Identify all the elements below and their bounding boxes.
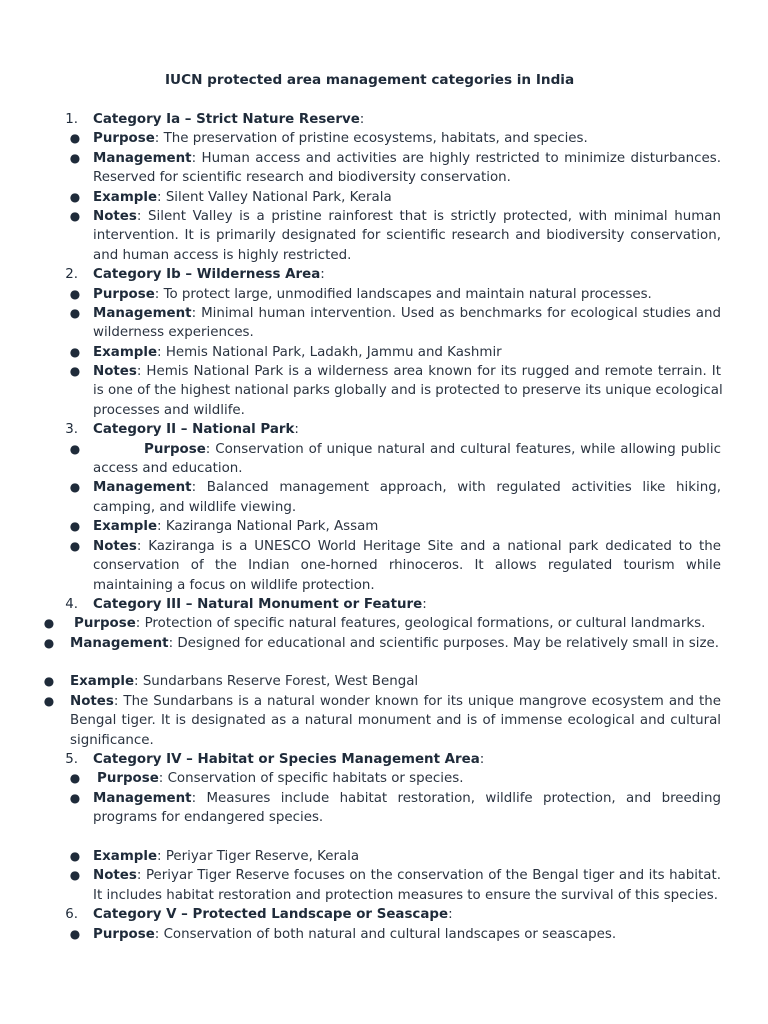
list-number: 1. [65, 112, 78, 127]
example-text: Hemis National Park, Ladakh, Jammu and Kashmir [165, 345, 502, 360]
list-item: Management: Minimal human intervention. Used as benchmarks for ecological studies and [93, 306, 721, 321]
label-example: Example [70, 674, 135, 689]
label-purpose: Purpose [97, 771, 159, 786]
bullet-icon: ● [69, 364, 81, 378]
list-item: Notes: Kaziranga is a UNESCO World Heritage Site and a national park dedicated to the [93, 539, 721, 554]
continuation-line: is one of the highest national parks globally and is protected to preserve its unique ecological [93, 383, 723, 398]
list-item: Purpose: Conservation of specific habitats or species. [97, 771, 464, 786]
bullet-icon: ● [69, 306, 81, 320]
list-item: Management: Human access and activities are highly restricted to minimize disturbances. [93, 151, 721, 166]
list-number: 3. [65, 422, 78, 437]
example-text: Silent Valley National Park, Kerala [165, 190, 392, 205]
continuation-line: maintaining a focus on wildlife protection. [93, 578, 375, 593]
label-example: Example [93, 849, 158, 864]
category-title: Category Ia – Strict Nature Reserve [93, 112, 360, 127]
list-number: 5. [65, 752, 78, 767]
bullet-icon: ● [69, 539, 81, 553]
label-notes: Notes [93, 364, 137, 379]
purpose-text: Conservation of specific habitats or species. [167, 771, 464, 786]
label-purpose: Purpose [93, 131, 155, 146]
category-title: Category II – National Park [93, 422, 295, 437]
label-management: Management [70, 636, 169, 651]
continuation-line: conservation of the Indian one-horned rhinoceros. It allows regulated tourism while [93, 558, 721, 573]
example-text: Periyar Tiger Reserve, Kerala [165, 849, 360, 864]
continuation-line: camping, and wildlife viewing. [93, 500, 297, 515]
purpose-text: Protection of specific natural features, geological formations, or cultural landmarks. [144, 616, 706, 631]
bullet-icon: ● [69, 287, 81, 301]
purpose-text: To protect large, unmodified landscapes and maintain natural processes. [163, 287, 652, 302]
label-purpose: Purpose [144, 442, 206, 457]
list-item: Purpose: The preservation of pristine ecosystems, habitats, and species. [93, 131, 588, 146]
bullet-icon: ● [43, 616, 55, 630]
bullet-icon: ● [69, 151, 81, 165]
list-item: Notes: Periyar Tiger Reserve focuses on the conservation of the Bengal tiger and its habitat. [93, 868, 721, 883]
list-item: Purpose: To protect large, unmodified landscapes and maintain natural processes. [93, 287, 652, 302]
label-purpose: Purpose [93, 287, 155, 302]
bullet-icon: ● [69, 345, 81, 359]
category-heading: Category Ib – Wilderness Area: [93, 267, 325, 282]
notes-text: The Sundarbans is a natural wonder known for its unique mangrove ecosystem and the [123, 694, 721, 709]
management-text: Designed for educational and scientific purposes. May be relatively small in size. [177, 636, 719, 651]
list-item: Notes: The Sundarbans is a natural wonder known for its unique mangrove ecosystem and the [70, 694, 721, 709]
continuation-line: It includes habitat restoration and protection measures to ensure the survival of this species. [93, 888, 718, 903]
category-heading: Category IV – Habitat or Species Management Area: [93, 752, 485, 767]
management-text: Measures include habitat restoration, wildlife protection, and breeding [206, 791, 721, 806]
label-management: Management [93, 791, 192, 806]
notes-text: Periyar Tiger Reserve focuses on the conservation of the Bengal tiger and its habitat. [145, 868, 721, 883]
category-heading: Category II – National Park: [93, 422, 299, 437]
notes-text: Silent Valley is a pristine rainforest that is strictly protected, with minimal human [148, 209, 721, 224]
list-item: Example: Silent Valley National Park, Kerala [93, 190, 392, 205]
label-notes: Notes [93, 209, 137, 224]
list-item: Example: Periyar Tiger Reserve, Kerala [93, 849, 360, 864]
list-number: 2. [65, 267, 78, 282]
management-text: Balanced management approach, with regulated activities like hiking, [206, 480, 721, 495]
label-example: Example [93, 345, 158, 360]
bullet-icon: ● [69, 442, 81, 456]
list-item: Example: Sundarbans Reserve Forest, West Bengal [70, 674, 419, 689]
label-notes: Notes [93, 539, 137, 554]
list-item: Example: Kaziranga National Park, Assam [93, 519, 379, 534]
bullet-icon: ● [69, 480, 81, 494]
bullet-icon: ● [69, 849, 81, 863]
bullet-icon: ● [69, 209, 81, 223]
list-number: 6. [65, 907, 78, 922]
continuation-line: significance. [70, 733, 154, 748]
list-item: Notes: Hemis National Park is a wilderness area known for its rugged and remote terrain. It [93, 364, 721, 379]
label-notes: Notes [93, 868, 137, 883]
label-example: Example [93, 190, 158, 205]
continuation-line: intervention. It is primarily designated for scientific research and biodiversity conservation, [93, 228, 721, 243]
bullet-icon: ● [43, 636, 55, 650]
continuation-line: processes and wildlife. [93, 403, 245, 418]
continuation-line: Reserved for scientific research and biodiversity conservation. [93, 170, 511, 185]
bullet-icon: ● [69, 519, 81, 533]
notes-text: Kaziranga is a UNESCO World Heritage Site and a national park dedicated to the [148, 539, 721, 554]
continuation-line: wilderness experiences. [93, 325, 254, 340]
bullet-icon: ● [69, 791, 81, 805]
label-example: Example [93, 519, 158, 534]
example-text: Kaziranga National Park, Assam [165, 519, 379, 534]
category-heading: Category III – Natural Monument or Feature: [93, 597, 427, 612]
category-heading: Category Ia – Strict Nature Reserve: [93, 112, 365, 127]
list-item: Management: Measures include habitat restoration, wildlife protection, and breeding [93, 791, 721, 806]
label-notes: Notes [70, 694, 114, 709]
label-management: Management [93, 151, 192, 166]
example-text: Sundarbans Reserve Forest, West Bengal [142, 674, 419, 689]
bullet-icon: ● [69, 131, 81, 145]
list-item: Purpose: Conservation of both natural and cultural landscapes or seascapes. [93, 927, 617, 942]
list-item: Management: Designed for educational and scientific purposes. May be relatively small in size. [70, 636, 719, 651]
list-item: Example: Hemis National Park, Ladakh, Jammu and Kashmir [93, 345, 502, 360]
label-management: Management [93, 480, 192, 495]
category-title: Category III – Natural Monument or Feature [93, 597, 423, 612]
list-item: Notes: Silent Valley is a pristine rainforest that is strictly protected, with minimal human [93, 209, 721, 224]
page-title: IUCN protected area management categories in India [165, 72, 575, 88]
label-purpose: Purpose [93, 927, 155, 942]
bullet-icon: ● [43, 694, 55, 708]
bullet-icon: ● [69, 190, 81, 204]
list-item: Purpose: Conservation of unique natural and cultural features, while allowing public [144, 442, 721, 457]
category-title: Category Ib – Wilderness Area [93, 267, 321, 282]
continuation-line: programs for endangered species. [93, 810, 324, 825]
category-title: Category IV – Habitat or Species Management Area [93, 752, 480, 767]
bullet-icon: ● [69, 771, 81, 785]
purpose-text: Conservation of unique natural and cultural features, while allowing public [215, 442, 721, 457]
list-item: Purpose: Protection of specific natural features, geological formations, or cultural landmarks. [74, 616, 706, 631]
continuation-line: Bengal tiger. It is designated as a natural monument and is of immense ecological and cultural [70, 713, 721, 728]
notes-text: Hemis National Park is a wilderness area known for its rugged and remote terrain. It [146, 364, 721, 379]
list-item: Management: Balanced management approach, with regulated activities like hiking, [93, 480, 721, 495]
category-heading: Category V – Protected Landscape or Seascape: [93, 907, 453, 922]
purpose-text: The preservation of pristine ecosystems, habitats, and species. [163, 131, 588, 146]
label-management: Management [93, 306, 192, 321]
bullet-icon: ● [43, 674, 55, 688]
purpose-text: Conservation of both natural and cultural landscapes or seascapes. [163, 927, 617, 942]
label-purpose: Purpose [74, 616, 136, 631]
bullet-icon: ● [69, 868, 81, 882]
management-text: Minimal human intervention. Used as benchmarks for ecological studies and [201, 306, 721, 321]
continuation-line: access and education. [93, 461, 243, 476]
category-title: Category V – Protected Landscape or Seascape [93, 907, 449, 922]
list-number: 4. [65, 597, 78, 612]
bullet-icon: ● [69, 927, 81, 941]
management-text: Human access and activities are highly restricted to minimize disturbances. [201, 151, 721, 166]
continuation-line: and human access is highly restricted. [93, 248, 352, 263]
